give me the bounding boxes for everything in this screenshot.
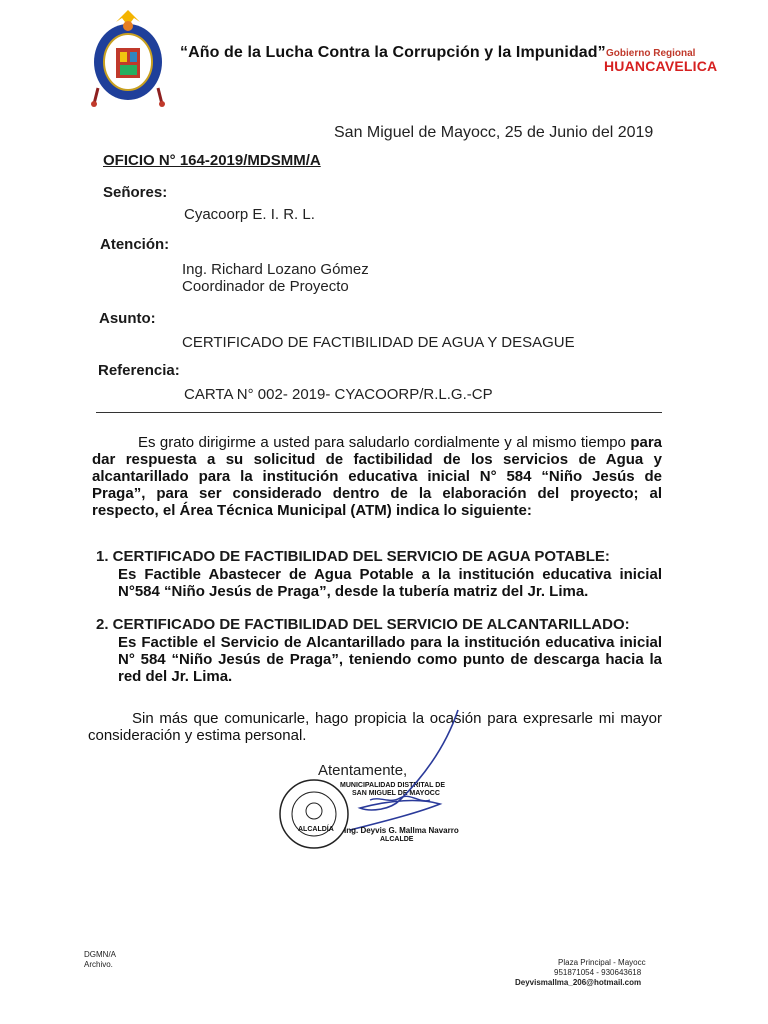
referencia-label: Referencia: bbox=[98, 362, 180, 379]
atencion-label: Atención: bbox=[100, 236, 170, 253]
footer-initials: DGMN/A bbox=[84, 950, 116, 959]
stamp-muni-line-2: SAN MIGUEL DE MAYOCC bbox=[352, 790, 440, 797]
asunto-label: Asunto: bbox=[99, 310, 156, 327]
regional-government-label: Gobierno Regional bbox=[606, 48, 696, 59]
footer-phones: 951871054 - 930643618 bbox=[554, 968, 642, 977]
signer-role: ALCALDE bbox=[380, 836, 414, 843]
municipal-coat-of-arms-logo bbox=[86, 4, 170, 108]
intro-text: Es grato dirigirme a usted para saludarlo cordialmente y al mismo tiempo bbox=[138, 434, 631, 451]
closing-paragraph: Sin más que comunicarle, hago propicia la ocasión para expresarle mi mayor consideración y estima personal. bbox=[88, 710, 662, 744]
senores-value: Cyacoorp E. I. R. L. bbox=[184, 206, 315, 223]
signer-name: Ing. Deyvis G. Mallma Navarro bbox=[344, 826, 459, 835]
oficio-number: OFICIO N° 164-2019/MDSMM/A bbox=[103, 152, 321, 169]
item-1-body: Es Factible Abastecer de Agua Potable a la institución educativa inicial N°584 “Niño Jesús de Praga”, desde la tubería matriz del Jr. Lima. bbox=[118, 566, 662, 600]
atencion-name: Ing. Richard Lozano Gómez bbox=[182, 261, 369, 278]
year-motto: “Año de la Lucha Contra la Corrupción y la Impunidad” bbox=[180, 44, 606, 61]
item-1-title: 1. CERTIFICADO DE FACTIBILIDAD DEL SERVICIO DE AGUA POTABLE: bbox=[96, 548, 610, 565]
asunto-value: CERTIFICADO DE FACTIBILIDAD DE AGUA Y DESAGUE bbox=[182, 334, 575, 351]
footer-address: Plaza Principal - Mayocc bbox=[558, 958, 646, 967]
referencia-value: CARTA N° 002- 2019- CYACOORP/R.L.G.-CP bbox=[184, 386, 493, 403]
senores-label: Señores: bbox=[103, 184, 168, 201]
intro-bold-text: para dar respuesta a su solicitud de factibilidad de los servicios de Agua y alcantarillado para la institución educativa inicial N° 584 “Niño Jesús de Praga”, para ser considerado dentro de la elaboración del proyecto; al respecto, el Área Técnica Municipal (ATM) indica lo siguiente: bbox=[92, 434, 662, 519]
atencion-role: Coordinador de Proyecto bbox=[182, 278, 349, 295]
stamp-muni-line-1: MUNICIPALIDAD DISTRITAL DE bbox=[340, 782, 445, 789]
intro-paragraph bbox=[92, 434, 662, 519]
date-line: San Miguel de Mayocc, 25 de Junio del 2019 bbox=[334, 124, 654, 141]
footer-archivo: Archivo. bbox=[84, 960, 113, 969]
item-2-title: 2. CERTIFICADO DE FACTIBILIDAD DEL SERVICIO DE ALCANTARILLADO: bbox=[96, 616, 630, 633]
item-2-body: Es Factible el Servicio de Alcantarillado para la institución educativa inicial N° 584 “Niño Jesús de Praga”, teniendo como punto de descarga hacia la red del Jr. Lima. bbox=[118, 634, 662, 685]
footer-email: Deyvismallma_206@hotmail.com bbox=[515, 978, 642, 987]
separator-line bbox=[96, 412, 662, 413]
regional-government-name: HUANCAVELICA bbox=[604, 58, 718, 74]
atentamente: Atentamente, bbox=[318, 762, 408, 779]
stamp-center-text: ALCALDÍA bbox=[298, 826, 334, 833]
